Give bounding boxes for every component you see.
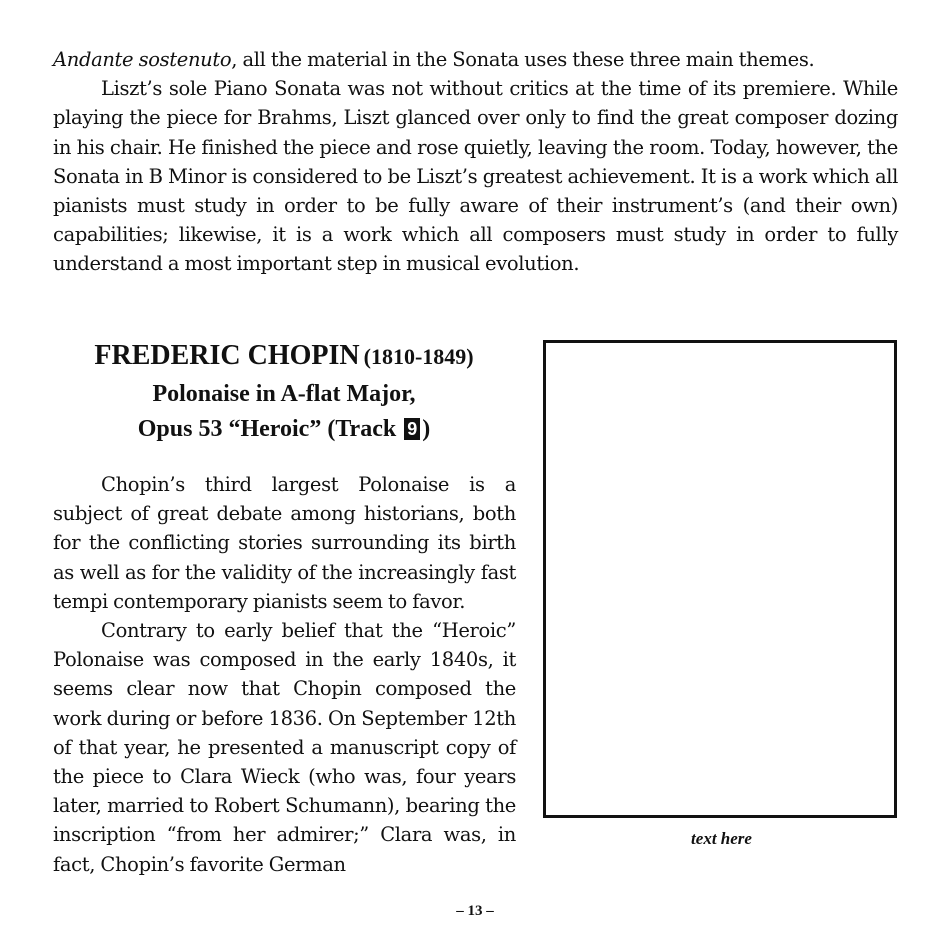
- track-close: ): [422, 416, 431, 442]
- chopin-body: [53, 470, 516, 879]
- intro-continuation-text: , all the material in the Sonata uses these three main themes.: [231, 48, 815, 71]
- page-number: – 13 –: [456, 903, 494, 919]
- composer-name: FREDERIC CHOPIN: [94, 340, 360, 371]
- piece-opus: [53, 412, 515, 447]
- section-heading: [53, 338, 515, 447]
- intro-continuation: [53, 45, 898, 74]
- composer-years: (1810-1849): [363, 344, 474, 369]
- chopin-paragraph-2: Contrary to early belief that the “Heroic” Polonaise was composed in the early 1840s, it seems clear now that Chopin composed the work during or before 1836. On September 12th of that year, he presented a manuscript copy of the piece to Clara Wieck (who was, four years later, married to Robert Schumann), bearing the inscription “from her admirer;” Clara was, in fact, Chopin’s favorite German: [53, 619, 516, 876]
- composer-line: [53, 338, 515, 377]
- image-placeholder-frame: [543, 340, 897, 818]
- intro-text: [53, 45, 898, 279]
- chopin-paragraph-1: Chopin’s third largest Polonaise is a subject of great debate among historians, both for the conflicting stories surrounding its birth as well as for the validity of the increasingly fast tempi contemporary pianists seem to favor.: [53, 473, 516, 613]
- piece-title: Polonaise in A-flat Major,: [152, 381, 416, 407]
- track-number-badge: 9: [404, 418, 420, 440]
- opus-text: Opus 53 “Heroic” (Track: [137, 416, 403, 442]
- liszt-paragraph: Liszt’s sole Piano Sonata was not without critics at the time of its premiere. While playing the piece for Brahms, Liszt glanced over only to find the great composer dozing in his chair. He finished the piece and rose quietly, leaving the room. Today, however, the Sonata in B Minor is considered to be Liszt’s greatest achievement. It is a work which all pianists must study in order to be fully aware of their instrument’s (and their own) capabilities; likewise, it is a work which all composers must study in order to fully understand a most important step in musical evolution.: [53, 77, 898, 276]
- tempo-marking: Andante sostenuto: [53, 48, 232, 71]
- figure-caption: text here: [691, 829, 752, 848]
